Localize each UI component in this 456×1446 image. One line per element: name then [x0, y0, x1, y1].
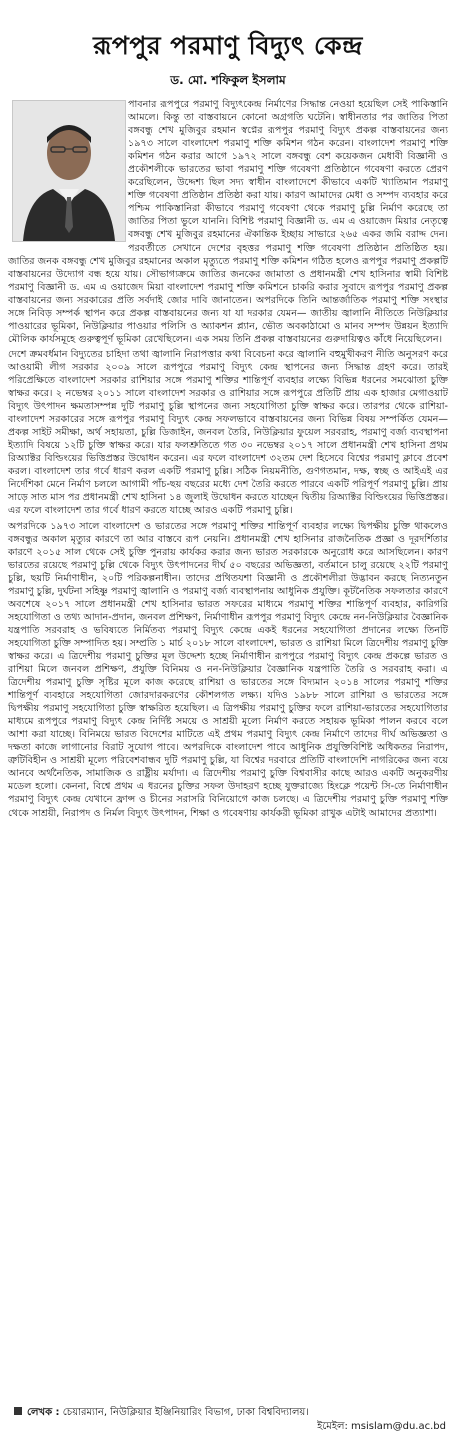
- paragraph-1: পাবনার রূপপুরে পরমাণু বিদ্যুৎকেন্দ্র নির্মাণের সিদ্ধান্ত নেওয়া হয়েছিল সেই পাকিস্তানি আমলে। কিন্তু তা বাস্তবায়নে কোনো অগ্রগতি ঘটেনি। স্বাধীনতার পর জাতির পিতা বঙ্গবন্ধু শেখ মুজিবুর রহমান স্বপ্নের রূপপুর পরমাণু বিদ্যুৎ প্রকল্প বাস্তবায়নের জন্য ১৯৭৩ সালে বাংলাদেশ পরমাণু শক্তি কমিশন গঠন করেন। বাংলাদেশ পরমাণু শক্তি কমিশন গঠন করার আগে ১৯৭২ সালে বঙ্গবন্ধু বেশ কয়েকজন মেধাবী বিজ্ঞানী ও প্রকৌশলীকে ভারতের ভাবা পরমাণু শক্তি গবেষণা প্রতিষ্ঠানে গবেষণা করতে প্রেরণ করেছিলেন, উদ্দেশ্য ছিল সদ্য স্বাধীন বাংলাদেশে কীভাবে একটি খ্যাতিমান পরমাণু শক্তি গবেষণা প্রতিষ্ঠান প্রতিষ্ঠা করা যায়। কারণ আমাদের মেধা ও সম্পদ ব্যবহার করে পশ্চিম পাকিস্তানিরা কীভাবে পরমাণু গবেষণা থেকে পরমাণু চুল্লি নির্মাণ করেছে তা জাতির পিতা ভুলে যাননি। বিশিষ্ট পরমাণু বিজ্ঞানী ড. এম এ ওয়াজেদ মিয়ার নেতৃত্বে বঙ্গবন্ধু শেখ মুজিবুর রহমানের ঐকান্তিক ইচ্ছায় সাভারে ২৬৫ একর জমি বরাদ্দ দেন। পরবর্তীতে সেখানে দেশের বৃহত্তর পরমাণু শক্তি গবেষণা প্রতিষ্ঠান প্রতিষ্ঠিত হয়। জাতির জনক বঙ্গবন্ধু শেখ মুজিবুর রহমানের অকাল মৃত্যুতে পরমাণু শক্তি কমিশন গঠিত হলেও রূপপুর পরমাণু প্রকল্পটি বাস্তবায়নের উদ্যোগ বন্ধ হয়ে যায়। সৌভাগ্যক্রমে জাতির জনকের জামাতা ও প্রধানমন্ত্রী শেখ হাসিনার স্বামী বিশিষ্ট পরমাণু বিজ্ঞানী ড. এম এ ওয়াজেদ মিয়া বাংলাদেশ পরমাণু শক্তি কমিশনে চাকরি করার সুবাদে রূপপুর পরমাণু প্রকল্প বাস্তবায়নের জন্য সরকারের প্রতি সর্বদাই জোর দাবি জানাতেন। অপরদিকে তিনি আন্তর্জাতিক পরমাণু শক্তি সংস্থার সঙ্গে নিবিড় সম্পর্ক স্থাপন করে প্রকল্প বাস্তবায়নের জন্য যা যা দরকার যেমন— জাতীয় জ্বালানি নীতিতে নিউক্লিয়ার পাওয়ারের ভূমিকা, নিউক্লিয়ার পাওয়ার পলিসি ও অ্যাকশন প্ল্যান, ভৌত অবকাঠামো ও মানব সম্পদ উন্নয়ন ইত্যাদি মৌলিক কার্যসমূহে গুরুত্বপূর্ণ ভূমিকা রেখেছিলেন। এক সময় তিনি প্রকল্প বাস্তবায়নের গুরুদায়িত্বও কাঁধে নিয়েছিলেন।: [8, 99, 448, 345]
- author-email: ইমেইল: msislam@du.ac.bd: [317, 1421, 446, 1432]
- article-author: ড. মো. শফিকুল ইসলাম: [170, 73, 286, 87]
- byline-text: চেয়ারম্যান, নিউক্লিয়ার ইঞ্জিনিয়ারিং বিভাগ, ঢাকা বিশ্ববিদ্যালয়।: [62, 1407, 309, 1418]
- photo-spacer: [8, 98, 128, 242]
- paragraph-3: অপরদিকে ১৯৭৩ সালে বাংলাদেশ ও ভারতের সঙ্গে পরমাণু শক্তির শান্তিপূর্ণ ব্যবহার লক্ষ্যে দ্বিপক্ষীয় চুক্তি থাকলেও বঙ্গবন্ধুর অকাল মৃত্যুর কারণে তা আর বাস্তবে রূপ নেয়নি। প্রধানমন্ত্রী শেখ হাসিনার রাজনৈতিক প্রজ্ঞা ও দূরদর্শিতার কারণে ২০১৫ সাল থেকে সেই চুক্তি পুনরায় কার্যকর করার জন্য ভারত সরকারকে অনুরোধ করে আসছিলেন। কারণ ভারতের রয়েছে পরমাণু চুল্লি থেকে বিদ্যুৎ উৎপাদনের দীর্ঘ ৫০ বছরের অভিজ্ঞতা, বর্তমানে চালু রয়েছে ২২টি পরমাণু চুল্লি, ছয়টি নির্মাণাধীন, ২০টি পরিকল্পনাধীন। তাদের প্রথিতযশা বিজ্ঞানী ও প্রকৌশলীরা উদ্ভাবন করছে নিত্যনতুন পরমাণু চুল্লি, দুর্ঘটনা সহিষ্ণু পরমাণু জ্বালানি ও পরমাণু বর্জ্য ব্যবস্থাপনায় আধুনিক প্রযুক্তি। কূটনৈতিক সফলতার কারণে অবশেষে ২০১৭ সালে প্রধানমন্ত্রী শেখ হাসিনার ভারত সফরের মাধ্যমে পরমাণু শক্তির শান্তিপূর্ণ ব্যবহার, কারিগরি সহযোগিতা ও তথ্য আদান-প্রদান, জনবল প্রশিক্ষণ, নির্মাণাধীন রূপপুর পরমাণু বিদ্যুৎ কেন্দ্রে নন-নিউক্লিয়ার বৈজ্ঞানিক যন্ত্রপাতি সরবরাহ ও ভবিষ্যতে নির্মিতব্য পরমাণু বিদ্যুৎ কেন্দ্রে একই ধরনের সহযোগিতা প্রদানের লক্ষ্যে তিনটি সহযোগিতা চুক্তি সম্পাদিত হয়। সম্প্রতি ১ মার্চ ২০১৮ সালে বাংলাদেশ, ভারত ও রাশিয়া মিলে ত্রিদেশীয় পরমাণু চুক্তি স্বাক্ষর করে। এ ত্রিদেশীয় পরমাণু চুক্তির মূল উদ্দেশ্য হচ্ছে নির্মাণাধীন রূপপুরে পরমাণু বিদ্যুৎ কেন্দ্র প্রকল্পে ভারত ও রাশিয়া মিলে জনবল প্রশিক্ষণ, প্রযুক্তি বিনিময় ও নন-নিউক্লিয়ার বৈজ্ঞানিক যন্ত্রপাতি তৈরি ও সরবরাহ করা। এ ত্রিদেশীয় পরমাণু চুক্তি সৃষ্টির মূলে কাজ করেছে রাশিয়া ও ভারতের সঙ্গে বিদ্যমান ২০১৪ সালের পরমাণু শক্তির শান্তিপূর্ণ ব্যবহারে সহযোগিতা জোরদারকরণের কৌশলগত লক্ষ্য। যদিও ১৯৮৮ সালে রাশিয়া ও ভারতের সঙ্গে দ্বিপক্ষীয় পরমাণু সহযোগিতা চুক্তি স্বাক্ষরিত হয়েছিল। এ ত্রিপক্ষীয় পরমাণু চুক্তির ফলে রাশিয়া-ভারতের সহযোগিতার মাধ্যমে রূপপুরে পরমাণু বিদ্যুৎ কেন্দ্র নির্দিষ্ট সময়ে ও সাশ্রয়ী মূল্যে নির্মাণ করতে সহায়ক ভূমিকা পালন করবে বলে আশা করা যাচ্ছে। বিনিময়ে ভারত বিদেশের মাটিতে এই প্রথম পরমাণু বিদ্যুৎ কেন্দ্র নির্মাণে তাদের দীর্ঘ অভিজ্ঞতা ও দক্ষতা কাজে লাগানোর বিরাট সুযোগ পাবে। অপরদিকে বাংলাদেশ পাবে আধুনিক প্রযুক্তিবিশিষ্ট অধিকতর নিরাপদ, ত্রুটিবিহীন ও সাশ্রয়ী মূল্যে পরিবেশবান্ধব দুটি পরমাণু চুল্লি, যা বিশ্বের দরবারে প্রতিটি বাংলাদেশি নাগরিকের জন্য বয়ে আনবে অর্থনৈতিক, সামাজিক ও রাষ্ট্রীয় মর্যাদা। এ ত্রিদেশীয় পরমাণু চুক্তি বিশ্ববাসীর কাছে আরও একটি অনুকরণীয় মডেল হলো। কেননা, বিশ্বে প্রথম এ ধরনের চুক্তির সফল উদাহরণ হচ্ছে যুক্তরাজ্যে হিংক্লে পয়েন্ট সি-তে নির্মাণাধীন পরমাণু বিদ্যুৎ কেন্দ্র যেখানে ফ্রান্স ও চীনের সরাসরি বিনিয়োগে কাজ চলছে। এ ত্রিদেশীয় পরমাণু চুক্তি পরমাণু শক্তি থেকে সাশ্রয়ী, নিরাপদ ও নির্মল বিদ্যুৎ উৎপাদন, শিক্ষা ও গবেষণায় কার্যকরী ভূমিকা রাখুক এটাই আমাদের প্রত্যাশা।: [8, 520, 449, 819]
- byline-label: লেখক :: [27, 1407, 60, 1418]
- article-title: রূপপুর পরমাণু বিদ্যুৎ কেন্দ্র: [93, 31, 363, 60]
- byline: [14, 1406, 446, 1420]
- square-bullet-icon: [14, 1407, 22, 1415]
- paragraph-2: দেশে ক্রমবর্ধমান বিদ্যুতের চাহিদা তথা জ্বালানি নিরাপত্তার কথা বিবেচনা করে জ্বালানি বহুমুখীকরণ নীতি অনুসরণ করে আওয়ামী লীগ সরকার ২০০৯ সালে রূপপুরে পরমাণু বিদ্যুৎ কেন্দ্র স্থাপনের জন্য সিদ্ধান্ত গ্রহণ করে। তারই পরিপ্রেক্ষিতে বাংলাদেশ সরকার রাশিয়ার সঙ্গে পরমাণু শক্তির শান্তিপূর্ণ ব্যবহার লক্ষ্যে বিভিন্ন ধরনের সমঝোতা চুক্তি স্বাক্ষর করে। ২ নভেম্বর ২০১১ সালে বাংলাদেশ সরকার ও রাশিয়ার সঙ্গে রূপপুরে প্রতিটি প্রায় এক হাজার মেগাওয়াট বিদ্যুৎ উৎপাদন ক্ষমতাসম্পন্ন দুটি পরমাণু চুল্লি স্থাপনের জন্য সহযোগিতা চুক্তি স্বাক্ষর করে। তারপর থেকে রাশিয়া-বাংলাদেশ সরকারের সঙ্গে রূপপুর পরমাণু বিদ্যুৎ কেন্দ্র সফলভাবে বাস্তবায়নের জন্য বিভিন্ন বিষয় সম্পর্কিত যেমন— প্রকল্প সাইট সমীক্ষা, অর্থ সহায়তা, চুল্লি ডিজাইন, জনবল তৈরি, নিউক্লিয়ার ফুয়েল সরবরাহ, পরমাণু বর্জ্য ব্যবস্থাপনা ইত্যাদি বিষয়ে ১২টি চুক্তি স্বাক্ষর করে। যার ফলশ্রুতিতে গত ৩০ নভেম্বর ২০১৭ সালে প্রধানমন্ত্রী শেখ হাসিনা প্রথম রিঅ্যাক্টর বিল্ডিংয়ের ভিত্তিপ্রস্তর উদ্বোধন করেন। এর ফলে বাংলাদেশ ৩২তম দেশ হিসেবে বিশ্বের পরমাণু ক্লাবে প্রবেশ করল। বাংলাদেশ তার গর্বে ধারণ করল একটি পরমাণু চুল্লি। সঠিক নিয়মনীতি, গুণগতমান, দক্ষ, স্বচ্ছ ও আইএই এর নির্দেশিকা মেনে নির্মাণ চললে আগামী পাঁচ-ছয় বছরের মধ্যে দেশ তৈরি করতে পারবে একটি পরিপূর্ণ পরমাণু চুল্লি। প্রায় সাড়ে সাত মাস পর প্রধানমন্ত্রী শেখ হাসিনা ১৪ জুলাই উদ্বোধন করতে যাচ্ছেন দ্বিতীয় রিঅ্যাক্টর বিল্ডিংয়ের ভিত্তিপ্রস্তর। এর ফলে বাংলাদেশ তার গর্বে ধারণ করতে যাচ্ছে আরও একটি পরমাণু চুল্লি।: [8, 348, 448, 517]
- article-body: [8, 98, 448, 1400]
